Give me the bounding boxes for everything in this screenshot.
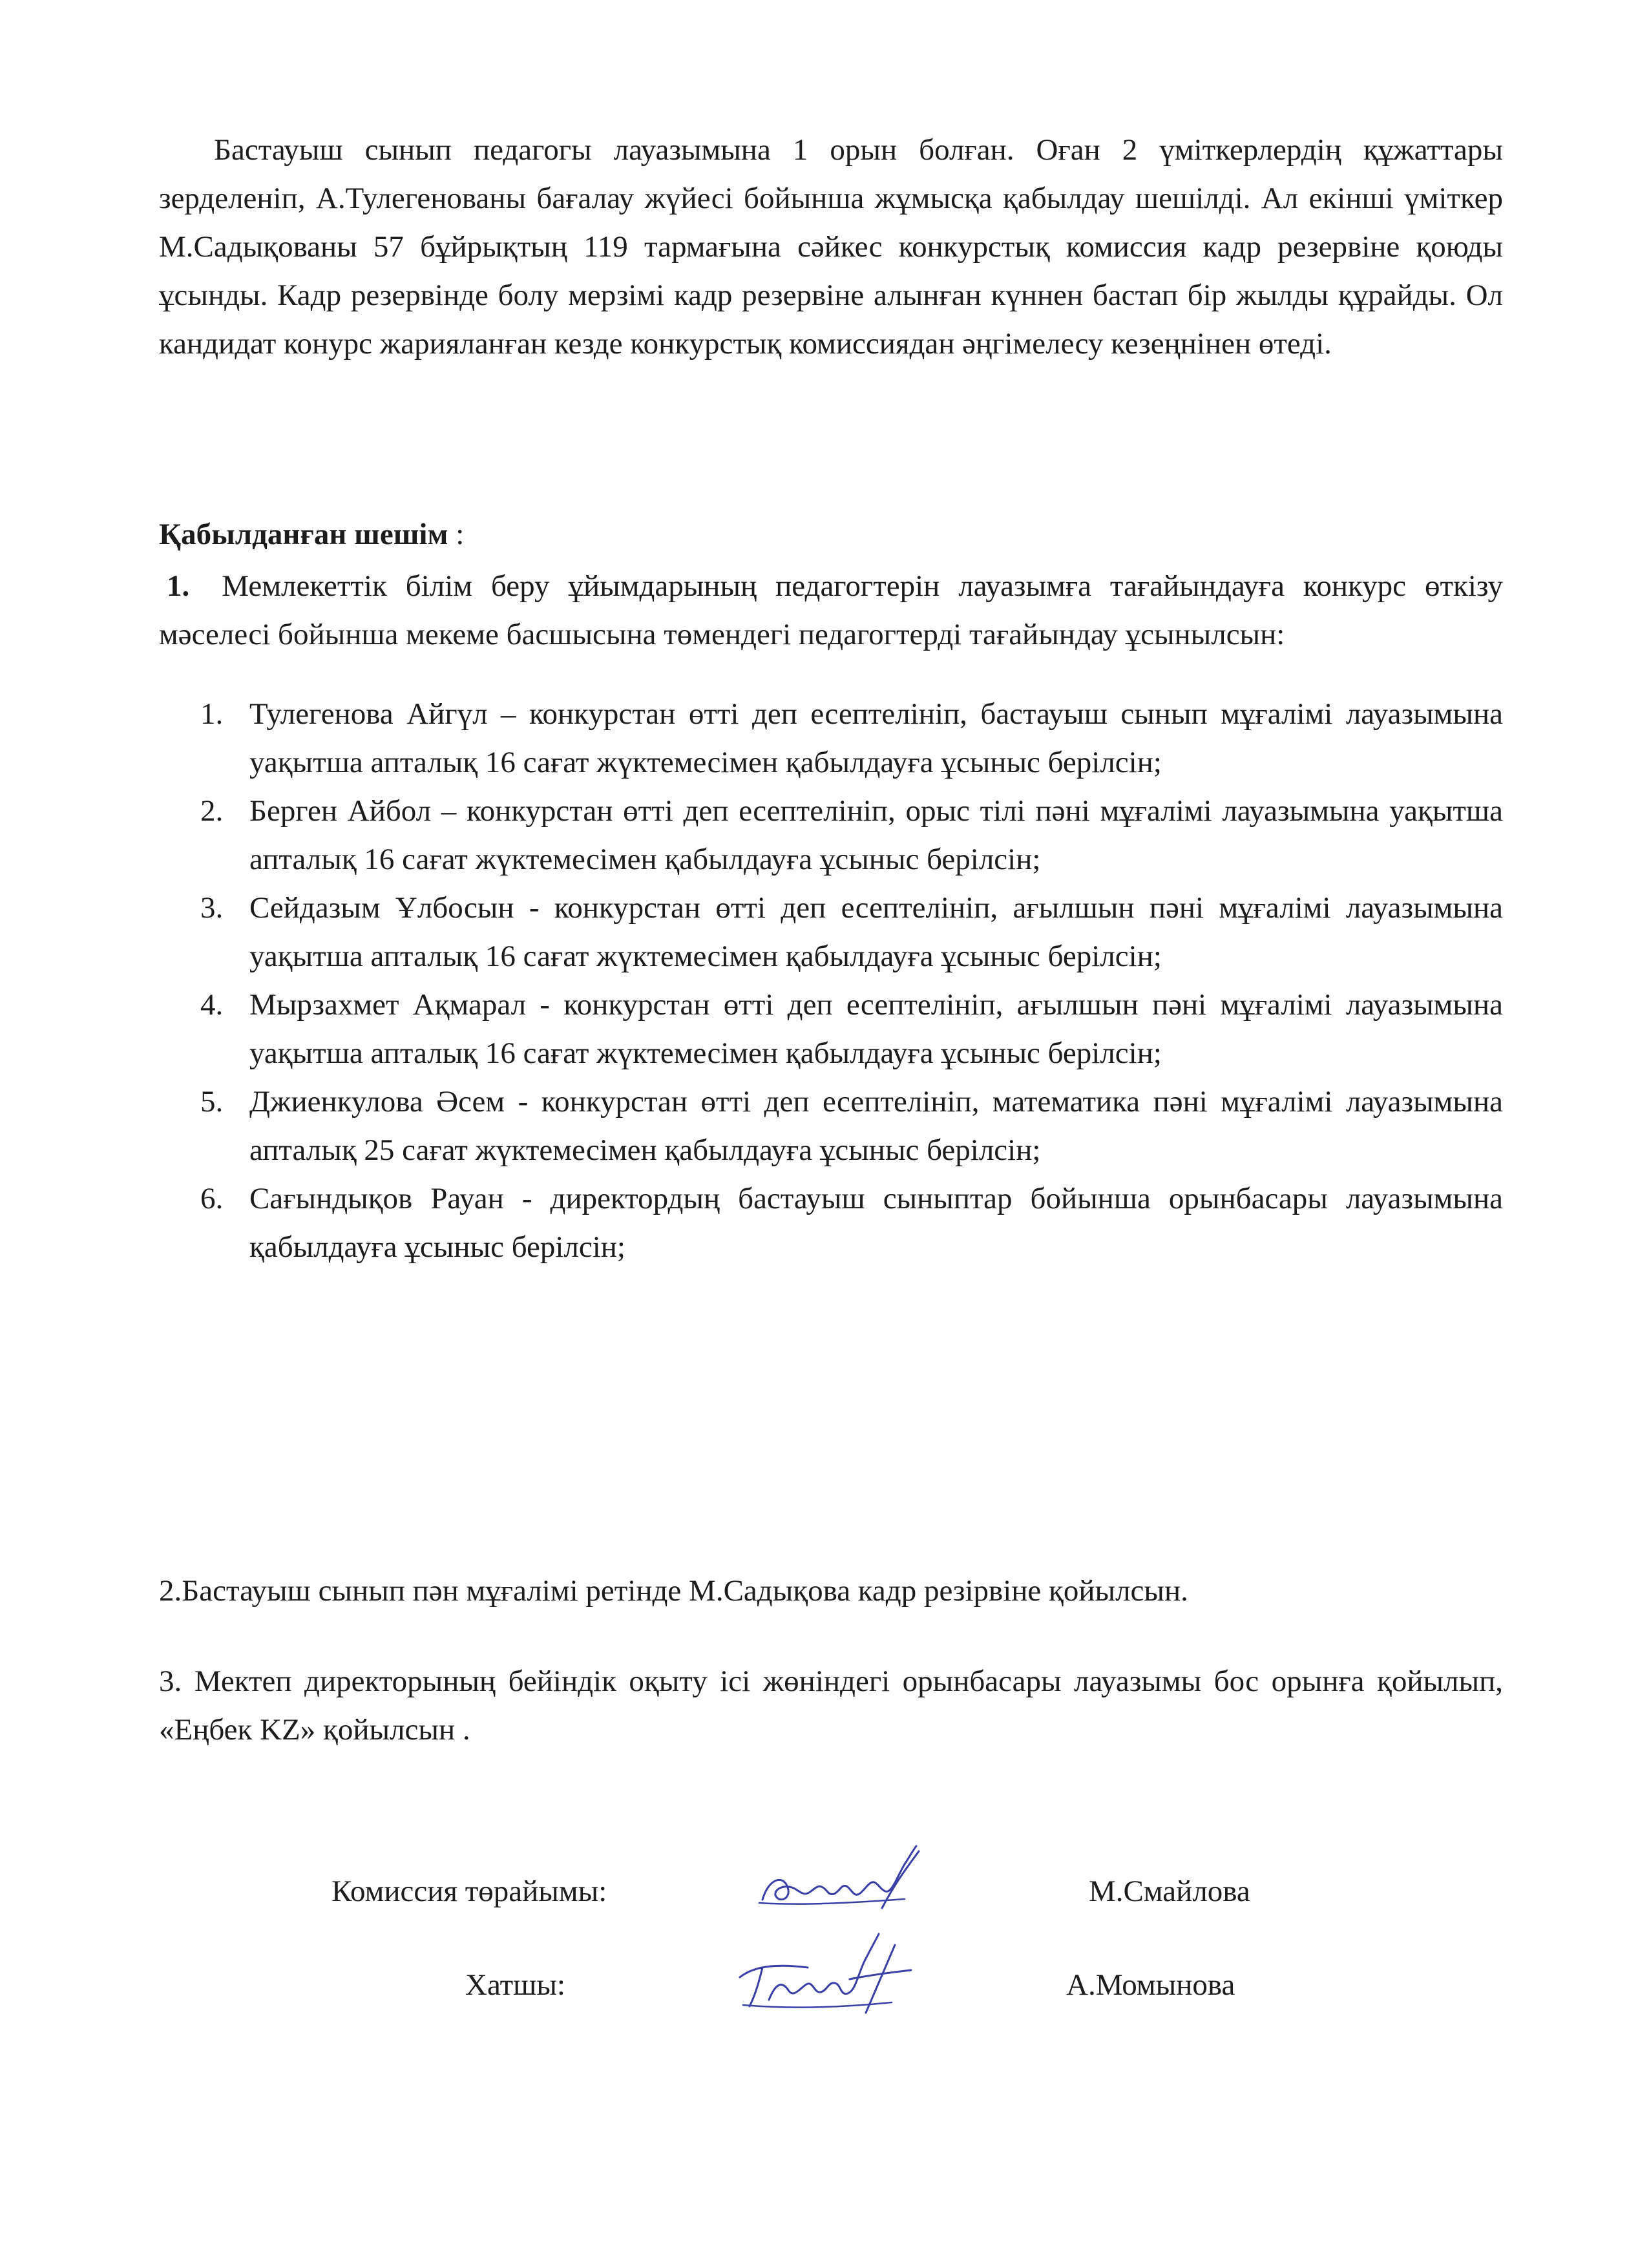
appointment-item <box>200 981 1503 1078</box>
appointment-item-text: Тулегенова Айгүл – конкурстан өтті деп есептелініп, бастауыш сынып мұғалімі лауазымына уақытша апталық 16 сағат жүктемесімен қабылдауға ұсыныс берілсін; <box>249 697 1503 779</box>
appointment-item-text: Сейдазым Ұлбосын - конкурстан өтті деп есептелініп, ағылшын пәні мұғалімі лауазымына уақытша апталық 16 сағат жүктемесімен қабылдауға ұсыныс берілсін; <box>249 891 1503 973</box>
decision-heading-line <box>159 510 1503 559</box>
appointment-item-text: Сағындықов Рауан - директордың бастауыш сыныптар бойынша орынбасары лауазымына қабылдауға ұсыныс берілсін; <box>249 1182 1503 1264</box>
secretary-signature <box>730 1929 924 2026</box>
decision-heading-colon: : <box>448 518 465 551</box>
appointment-item-number: 3. <box>200 891 224 925</box>
chair-signature <box>750 1838 943 1922</box>
appointment-item-text: Джиенкулова Әсем - конкурстан өтті деп есептелініп, математика пәні мұғалімі лауазымына апталық 25 сағат жүктемесімен қабылдауға ұсыныс берілсін; <box>249 1085 1503 1167</box>
decision-item-1 <box>159 562 1503 659</box>
decision-item-3: 3. Мектеп директорының бейіндік оқыту ісі жөніндегі орынбасары лауазымы бос орынға қойылып, «Еңбек KZ» қойылсын . <box>159 1664 1503 1747</box>
decision-heading: Қабылданған шешім <box>159 518 448 551</box>
appointments-list <box>0 690 1649 1272</box>
appointment-item-number: 5. <box>200 1085 224 1118</box>
appointment-item <box>200 1175 1503 1272</box>
decision-item-1-number: 1. <box>167 569 190 603</box>
appointment-item-text: Мырзахмет Ақмарал - конкурстан өтті деп есептелініп, ағылшын пәні мұғалімі лауазымына уақытша апталық 16 сағат жүктемесімен қабылдауға ұсыныс берілсін; <box>249 988 1503 1070</box>
secretary-name: А.Момынова <box>1066 1968 1235 2002</box>
appointment-item-number: 1. <box>200 697 224 731</box>
secretary-label: Хатшы: <box>465 1968 565 2002</box>
decision-item-2: 2.Бастауыш сынып пән мұғалімі ретінде М.Садықова кадр резірвіне қойылсын. <box>159 1574 1188 1608</box>
chair-label: Комиссия төрайымы: <box>331 1874 607 1908</box>
intro-paragraph: Бастауыш сынып педагогы лауазымына 1 орын болған. Оған 2 үміткерлердің құжаттары зерделеніп, А.Тулегенованы бағалау жүйесі бойынша жұмысқа қабылдау шешілді. Ал екінші үміткер М.Садықованы 57 бұйрықтың 119 тармағына сәйкес конкурстық комиссия кадр резервіне қоюды ұсынды. Кадр резервінде болу мерзімі кадр резервіне алынған күннен бастап бір жылды құрайды. Ол кандидат конурс жарияланған кезде конкурстық комиссиядан әңгімелесу кезеңнінен өтеді. <box>159 133 1503 361</box>
chair-name: М.Смайлова <box>1089 1874 1250 1908</box>
appointment-item-number: 2. <box>200 794 224 828</box>
appointment-item <box>200 787 1503 884</box>
appointment-item <box>200 1078 1503 1175</box>
appointment-item-number: 4. <box>200 988 224 1022</box>
appointment-item-number: 6. <box>200 1182 224 1215</box>
appointment-item <box>200 690 1503 787</box>
appointment-item-text: Берген Айбол – конкурстан өтті деп есептелініп, орыс тілі пәні мұғалімі лауазымына уақытша апталық 16 сағат жүктемесімен қабылдауға ұсыныс берілсін; <box>249 794 1503 876</box>
decision-item-1-text: Мемлекеттік білім беру ұйымдарының педагогтерін лауазымға тағайындауға конкурс өткізу мәселесі бойынша мекеме басшысына төмендегі педагогтерді тағайындау ұсынылсын: <box>159 569 1503 651</box>
appointment-item <box>200 884 1503 981</box>
